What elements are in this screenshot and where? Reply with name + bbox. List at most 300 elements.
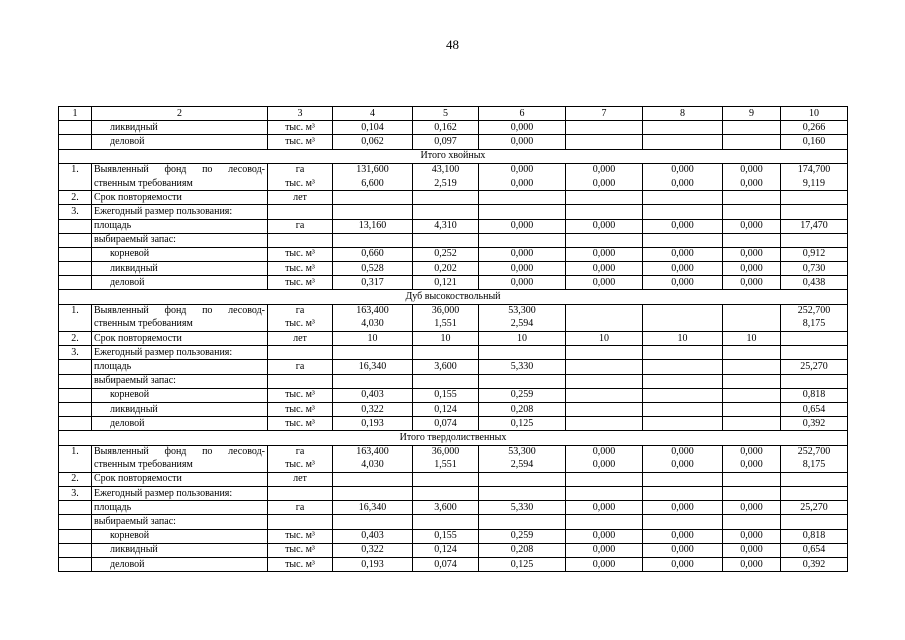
value-cell: 0,000: [566, 459, 643, 473]
value-cell: 16,340: [333, 360, 413, 374]
value-cell: 0,104: [333, 121, 413, 135]
value-cell: 0,259: [479, 388, 566, 402]
unit-cell: тыс. м³: [268, 459, 333, 473]
value-cell: 0,000: [643, 219, 723, 233]
header-cell: 7: [566, 107, 643, 121]
table-row: [59, 219, 848, 233]
unit-cell: тыс. м³: [268, 543, 333, 557]
value-cell: [723, 191, 781, 205]
value-cell: 0,062: [333, 135, 413, 149]
unit-cell: тыс. м³: [268, 388, 333, 402]
value-cell: 0,000: [566, 163, 643, 177]
value-cell: 163,400: [333, 304, 413, 318]
value-cell: 0,000: [723, 262, 781, 276]
value-cell: 0,403: [333, 529, 413, 543]
value-cell: 0,000: [566, 247, 643, 261]
row-number: [59, 360, 92, 374]
value-cell: [479, 205, 566, 219]
value-cell: [413, 487, 479, 501]
value-cell: 13,160: [333, 219, 413, 233]
value-cell: [479, 191, 566, 205]
value-cell: 0,202: [413, 262, 479, 276]
table-row: [59, 501, 848, 515]
row-label: ликвидный: [92, 121, 268, 135]
unit-cell: тыс. м³: [268, 529, 333, 543]
value-cell: 0,121: [413, 276, 479, 290]
row-number: [59, 247, 92, 261]
value-cell: 0,266: [781, 121, 848, 135]
value-cell: 0,124: [413, 543, 479, 557]
unit-cell: тыс. м³: [268, 318, 333, 332]
value-cell: 6,600: [333, 177, 413, 191]
value-cell: 0,000: [566, 276, 643, 290]
row-number: [59, 529, 92, 543]
row-label: площадь: [92, 501, 268, 515]
row-label: Выявленный фонд по лесовод-: [92, 445, 268, 459]
value-cell: 0,000: [643, 177, 723, 191]
value-cell: 0,000: [566, 543, 643, 557]
value-cell: 0,730: [781, 262, 848, 276]
table-row: [59, 346, 848, 360]
value-cell: 0,074: [413, 417, 479, 431]
value-cell: 0,000: [479, 177, 566, 191]
section-title-row: [59, 431, 848, 445]
value-cell: 0,912: [781, 247, 848, 261]
row-number: 1.: [59, 445, 92, 459]
value-cell: 0,000: [479, 247, 566, 261]
table-row: [59, 247, 848, 261]
row-label: корневой: [92, 247, 268, 261]
value-cell: 4,030: [333, 459, 413, 473]
value-cell: [566, 135, 643, 149]
table-body: [59, 107, 848, 572]
row-number: [59, 121, 92, 135]
value-cell: 0,208: [479, 402, 566, 416]
row-label: выбираемый запас:: [92, 233, 268, 247]
unit-cell: тыс. м³: [268, 558, 333, 572]
value-cell: [723, 487, 781, 501]
value-cell: 0,818: [781, 529, 848, 543]
value-cell: [781, 346, 848, 360]
value-cell: [479, 515, 566, 529]
value-cell: 10: [566, 332, 643, 346]
section-title: Итого хвойных: [59, 149, 848, 163]
value-cell: 0,403: [333, 388, 413, 402]
value-cell: 0,818: [781, 388, 848, 402]
value-cell: [413, 472, 479, 486]
value-cell: 53,300: [479, 445, 566, 459]
value-cell: [723, 374, 781, 388]
table-row: [59, 417, 848, 431]
value-cell: 10: [479, 332, 566, 346]
value-cell: 0,322: [333, 543, 413, 557]
value-cell: [723, 346, 781, 360]
value-cell: [723, 233, 781, 247]
row-label: ликвидный: [92, 402, 268, 416]
row-label: Ежегодный размер пользования:: [92, 487, 268, 501]
value-cell: 252,700: [781, 304, 848, 318]
value-cell: 0,000: [566, 262, 643, 276]
header-cell: 4: [333, 107, 413, 121]
row-number: [59, 177, 92, 191]
value-cell: [566, 388, 643, 402]
value-cell: [781, 233, 848, 247]
value-cell: [566, 402, 643, 416]
value-cell: 0,000: [566, 501, 643, 515]
value-cell: 36,000: [413, 445, 479, 459]
value-cell: 0,000: [566, 445, 643, 459]
value-cell: [643, 402, 723, 416]
value-cell: [723, 318, 781, 332]
header-cell: 1: [59, 107, 92, 121]
value-cell: [566, 346, 643, 360]
value-cell: 0,074: [413, 558, 479, 572]
table-row: [59, 402, 848, 416]
unit-cell: тыс. м³: [268, 177, 333, 191]
unit-cell: га: [268, 219, 333, 233]
table-row: [59, 318, 848, 332]
value-cell: 163,400: [333, 445, 413, 459]
row-number: [59, 459, 92, 473]
row-label: ственным требованиям: [92, 318, 268, 332]
value-cell: [643, 487, 723, 501]
row-number: [59, 417, 92, 431]
value-cell: [643, 304, 723, 318]
value-cell: [333, 487, 413, 501]
unit-cell: га: [268, 501, 333, 515]
value-cell: [781, 487, 848, 501]
row-number: 2.: [59, 191, 92, 205]
unit-cell: га: [268, 304, 333, 318]
header-cell: 2: [92, 107, 268, 121]
row-number: 1.: [59, 163, 92, 177]
value-cell: [413, 233, 479, 247]
unit-cell: лет: [268, 332, 333, 346]
unit-cell: тыс. м³: [268, 121, 333, 135]
row-label: выбираемый запас:: [92, 374, 268, 388]
value-cell: 8,175: [781, 318, 848, 332]
value-cell: [479, 374, 566, 388]
value-cell: 9,119: [781, 177, 848, 191]
value-cell: 43,100: [413, 163, 479, 177]
table-row: [59, 276, 848, 290]
row-number: [59, 501, 92, 515]
unit-cell: тыс. м³: [268, 276, 333, 290]
value-cell: [333, 374, 413, 388]
row-label: деловой: [92, 417, 268, 431]
value-cell: 0,125: [479, 417, 566, 431]
value-cell: 0,000: [643, 459, 723, 473]
value-cell: [413, 191, 479, 205]
value-cell: 0,155: [413, 529, 479, 543]
value-cell: [781, 332, 848, 346]
value-cell: 131,600: [333, 163, 413, 177]
row-label: Выявленный фонд по лесовод-: [92, 163, 268, 177]
value-cell: [643, 233, 723, 247]
table-row: [59, 205, 848, 219]
value-cell: 3,600: [413, 360, 479, 374]
value-cell: [643, 472, 723, 486]
row-number: [59, 402, 92, 416]
value-cell: [479, 346, 566, 360]
value-cell: 0,000: [643, 262, 723, 276]
value-cell: 0,000: [643, 501, 723, 515]
value-cell: [723, 121, 781, 135]
table-row: [59, 332, 848, 346]
row-label: Срок повторяемости: [92, 472, 268, 486]
value-cell: 0,000: [479, 219, 566, 233]
value-cell: [479, 472, 566, 486]
section-title: Итого твердолиственных: [59, 431, 848, 445]
value-cell: 0,317: [333, 276, 413, 290]
value-cell: 0,208: [479, 543, 566, 557]
value-cell: 0,000: [643, 543, 723, 557]
value-cell: [566, 487, 643, 501]
value-cell: 0,124: [413, 402, 479, 416]
row-label: Выявленный фонд по лесовод-: [92, 304, 268, 318]
value-cell: [566, 374, 643, 388]
value-cell: [781, 205, 848, 219]
value-cell: [781, 374, 848, 388]
table-row: [59, 360, 848, 374]
value-cell: 10: [723, 332, 781, 346]
value-cell: 4,030: [333, 318, 413, 332]
value-cell: 0,000: [643, 276, 723, 290]
value-cell: [566, 304, 643, 318]
value-cell: 0,000: [643, 163, 723, 177]
value-cell: 0,000: [479, 262, 566, 276]
value-cell: 0,000: [479, 135, 566, 149]
row-label: деловой: [92, 276, 268, 290]
header-cell: 8: [643, 107, 723, 121]
value-cell: [566, 121, 643, 135]
row-number: [59, 135, 92, 149]
table-row: [59, 191, 848, 205]
section-title-row: [59, 149, 848, 163]
table-row: [59, 135, 848, 149]
value-cell: [643, 515, 723, 529]
table-row: [59, 459, 848, 473]
value-cell: [643, 417, 723, 431]
table-row: [59, 262, 848, 276]
row-label: Срок повторяемости: [92, 191, 268, 205]
table-row: [59, 163, 848, 177]
section-title: Дуб высокоствольный: [59, 290, 848, 304]
unit-cell: тыс. м³: [268, 402, 333, 416]
value-cell: [643, 374, 723, 388]
unit-cell: га: [268, 360, 333, 374]
row-number: [59, 388, 92, 402]
value-cell: [413, 515, 479, 529]
value-cell: [643, 205, 723, 219]
value-cell: 25,270: [781, 360, 848, 374]
unit-cell: [268, 205, 333, 219]
value-cell: [333, 346, 413, 360]
value-cell: [723, 472, 781, 486]
value-cell: [566, 360, 643, 374]
table-row: [59, 487, 848, 501]
row-label: ственным требованиям: [92, 177, 268, 191]
table-row: [59, 233, 848, 247]
row-number: 3.: [59, 487, 92, 501]
value-cell: 0,000: [723, 163, 781, 177]
value-cell: [723, 135, 781, 149]
unit-cell: [268, 346, 333, 360]
row-label: деловой: [92, 558, 268, 572]
table-row: [59, 445, 848, 459]
value-cell: 0,000: [566, 558, 643, 572]
row-number: 3.: [59, 346, 92, 360]
row-label: ликвидный: [92, 543, 268, 557]
value-cell: [566, 472, 643, 486]
value-cell: [781, 191, 848, 205]
value-cell: 0,000: [723, 247, 781, 261]
row-label: деловой: [92, 135, 268, 149]
value-cell: 0,000: [566, 177, 643, 191]
value-cell: [479, 487, 566, 501]
value-cell: 10: [333, 332, 413, 346]
value-cell: 0,654: [781, 402, 848, 416]
row-number: [59, 262, 92, 276]
unit-cell: га: [268, 163, 333, 177]
row-number: 2.: [59, 332, 92, 346]
header-cell: 10: [781, 107, 848, 121]
table-row: [59, 529, 848, 543]
row-label: выбираемый запас:: [92, 515, 268, 529]
value-cell: 5,330: [479, 501, 566, 515]
value-cell: 0,259: [479, 529, 566, 543]
value-cell: [566, 515, 643, 529]
value-cell: [643, 121, 723, 135]
row-number: [59, 233, 92, 247]
value-cell: 2,519: [413, 177, 479, 191]
value-cell: 252,700: [781, 445, 848, 459]
row-label: ликвидный: [92, 262, 268, 276]
unit-cell: тыс. м³: [268, 247, 333, 261]
unit-cell: га: [268, 445, 333, 459]
value-cell: 0,322: [333, 402, 413, 416]
row-number: [59, 318, 92, 332]
value-cell: 0,000: [723, 177, 781, 191]
value-cell: [723, 417, 781, 431]
value-cell: 10: [413, 332, 479, 346]
unit-cell: тыс. м³: [268, 417, 333, 431]
row-label: корневой: [92, 388, 268, 402]
row-label: Ежегодный размер пользования:: [92, 346, 268, 360]
value-cell: 0,193: [333, 558, 413, 572]
row-label: корневой: [92, 529, 268, 543]
value-cell: 0,000: [723, 558, 781, 572]
row-number: [59, 543, 92, 557]
page-number: 48: [446, 37, 459, 52]
row-label: ственным требованиям: [92, 459, 268, 473]
header-cell: 9: [723, 107, 781, 121]
row-number: [59, 276, 92, 290]
row-number: 3.: [59, 205, 92, 219]
table-row: [59, 121, 848, 135]
value-cell: 25,270: [781, 501, 848, 515]
row-label: площадь: [92, 360, 268, 374]
value-cell: 0,000: [566, 529, 643, 543]
value-cell: [566, 233, 643, 247]
value-cell: 0,252: [413, 247, 479, 261]
value-cell: [333, 472, 413, 486]
row-number: [59, 219, 92, 233]
value-cell: 0,193: [333, 417, 413, 431]
table-row: [59, 374, 848, 388]
value-cell: [566, 417, 643, 431]
value-cell: 3,600: [413, 501, 479, 515]
row-number: 2.: [59, 472, 92, 486]
table-row: [59, 472, 848, 486]
section-title-row: [59, 290, 848, 304]
table-row: [59, 388, 848, 402]
value-cell: [413, 205, 479, 219]
value-cell: 0,000: [566, 219, 643, 233]
header-cell: 3: [268, 107, 333, 121]
value-cell: [479, 233, 566, 247]
value-cell: 2,594: [479, 318, 566, 332]
value-cell: 0,000: [479, 121, 566, 135]
value-cell: 0,000: [723, 501, 781, 515]
unit-cell: тыс. м³: [268, 135, 333, 149]
value-cell: 5,330: [479, 360, 566, 374]
unit-cell: лет: [268, 472, 333, 486]
value-cell: [333, 515, 413, 529]
value-cell: [643, 135, 723, 149]
value-cell: [781, 515, 848, 529]
row-label: площадь: [92, 219, 268, 233]
row-label: Ежегодный размер пользования:: [92, 205, 268, 219]
value-cell: 174,700: [781, 163, 848, 177]
unit-cell: лет: [268, 191, 333, 205]
value-cell: 0,528: [333, 262, 413, 276]
value-cell: 53,300: [479, 304, 566, 318]
row-number: [59, 374, 92, 388]
row-number: 1.: [59, 304, 92, 318]
value-cell: 2,594: [479, 459, 566, 473]
value-cell: 0,000: [643, 529, 723, 543]
value-cell: [643, 191, 723, 205]
value-cell: 0,000: [723, 529, 781, 543]
value-cell: 0,000: [723, 276, 781, 290]
value-cell: 0,000: [723, 543, 781, 557]
value-cell: [723, 205, 781, 219]
unit-cell: тыс. м³: [268, 262, 333, 276]
value-cell: [723, 388, 781, 402]
value-cell: 0,162: [413, 121, 479, 135]
value-cell: [723, 515, 781, 529]
value-cell: 0,000: [643, 247, 723, 261]
value-cell: 0,000: [643, 445, 723, 459]
value-cell: [643, 318, 723, 332]
value-cell: 0,125: [479, 558, 566, 572]
value-cell: [566, 318, 643, 332]
value-cell: 0,097: [413, 135, 479, 149]
table-row: [59, 304, 848, 318]
value-cell: 0,160: [781, 135, 848, 149]
header-cell: 5: [413, 107, 479, 121]
value-cell: 16,340: [333, 501, 413, 515]
value-cell: 1,551: [413, 318, 479, 332]
row-number: [59, 515, 92, 529]
forest-table: [58, 106, 848, 572]
value-cell: 0,000: [723, 445, 781, 459]
table-row: [59, 558, 848, 572]
value-cell: 0,660: [333, 247, 413, 261]
table-header-row: [59, 107, 848, 121]
value-cell: [723, 304, 781, 318]
